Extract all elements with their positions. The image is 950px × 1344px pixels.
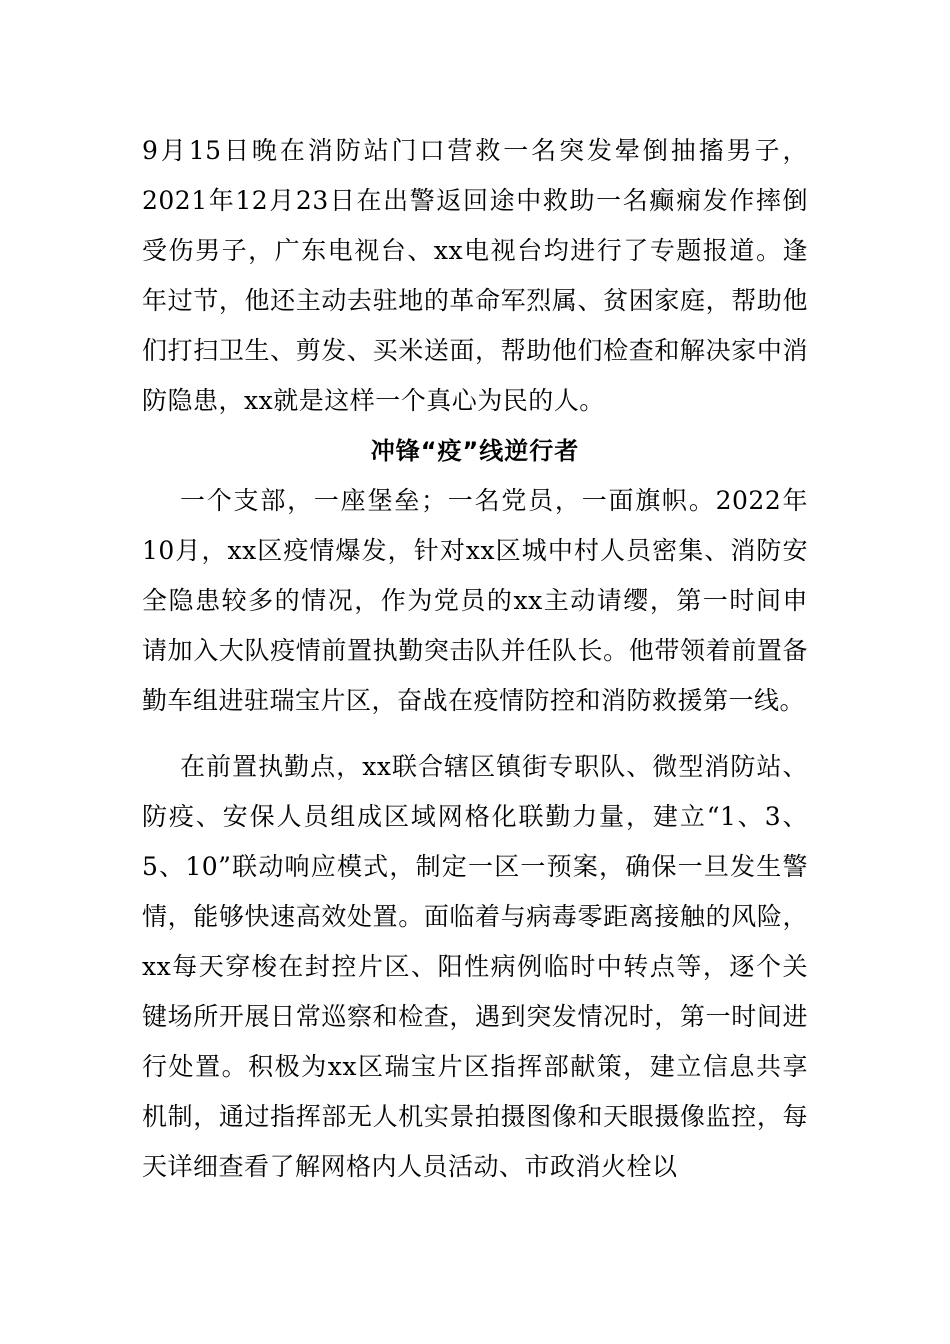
section-heading: 冲锋“疫”线逆行者 <box>370 437 580 465</box>
paragraph: 在前置执勤点，xx联合辖区镇街专职队、微型消防站、防疫、安保人员组成区域网格化联勤力量，建立“1、3、5、10”联动响应模式，制定一区一预案，确保一旦发生警情，能够快速高效处置。面临着与病毒零距离接触的风险，xx每天穿梭在封控片区、阳性病例临时中转点等，逐个关键场所开展日常巡察和检查，遇到突发情况时，第一时间进行处置。积极为xx区瑞宝片区指挥部献策，建立信息共享机制，通过指挥部无人机实景拍摄图像和天眼摄像监控，每天详细查看了解网格内人员活动、市政消火栓以 <box>142 752 808 1181</box>
paragraph-continued: 9月15日晚在消防站门口营救一名突发晕倒抽搐男子，2021年12月23日在出警返回途中救助一名癫痫发作摔倒受伤男子，广东电视台、xx电视台均进行了专题报道。逢年过节，他还主动去驻地的革命军烈属、贫困家庭，帮助他们打扫卫生、剪发、买米送面，帮助他们检查和解决家中消防隐患，xx就是这样一个真心为民的人。 <box>142 136 808 415</box>
paragraph: 一个支部，一座堡垒；一名党员，一面旗帜。2022年10月，xx区疫情爆发，针对xx区城中村人员密集、消防安全隐患较多的情况，作为党员的xx主动请缨，第一时间申请加入大队疫情前置执勤突击队并任队长。他带领着前置备勤车组进驻瑞宝片区，奋战在疫情防控和消防救援第一线。 <box>142 486 808 715</box>
document-body <box>142 126 808 1192</box>
